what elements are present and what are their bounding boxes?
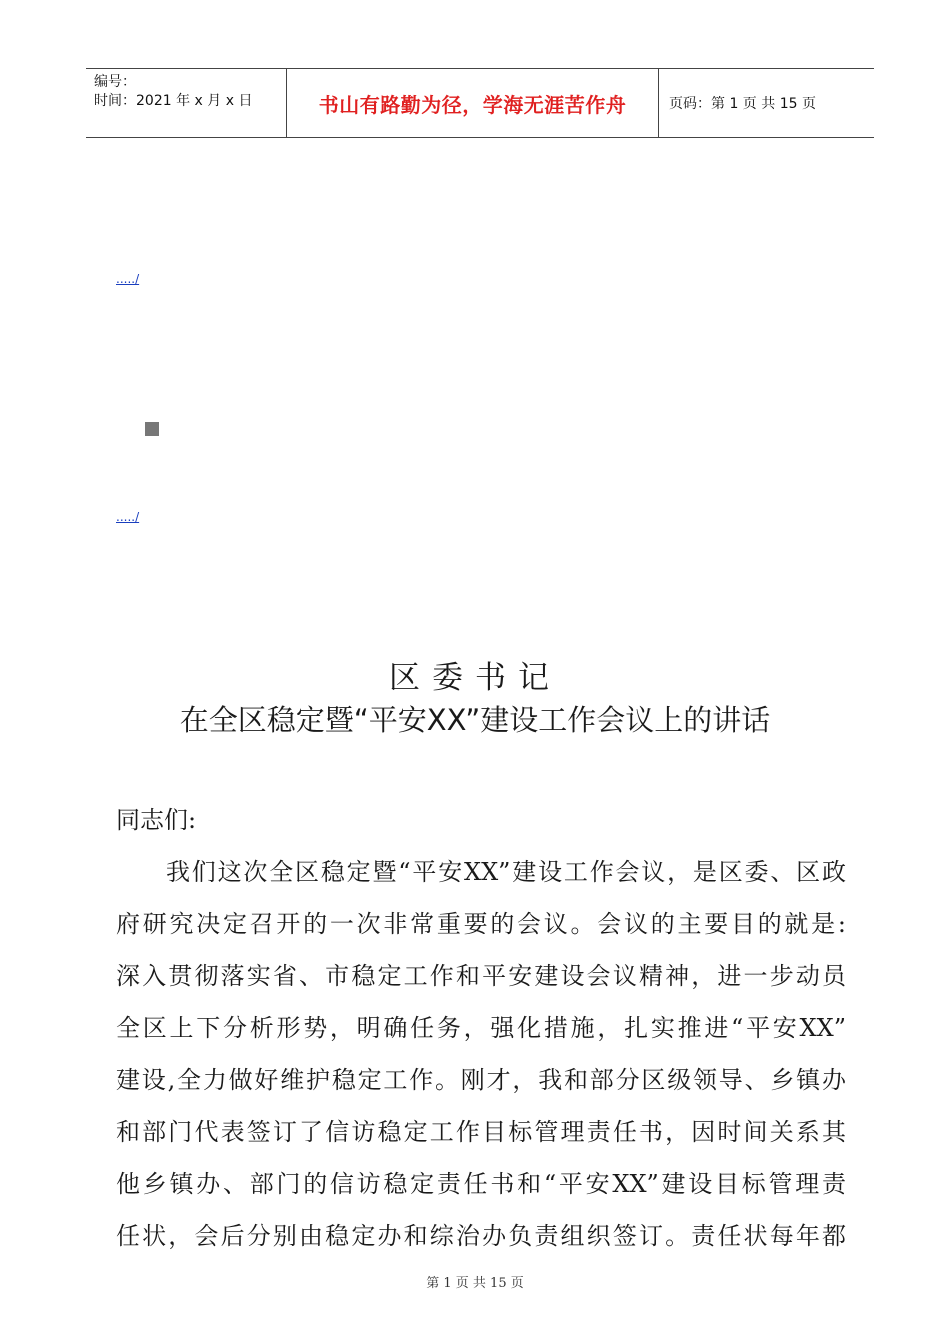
square-bullet-icon	[145, 422, 159, 436]
body-line: 府研究决定召开的一次非常重要的会议。会议的主要目的就是:	[116, 910, 846, 938]
speech-body	[116, 846, 846, 1262]
date-line: 时间：2021 年 x 月 x 日	[94, 93, 253, 109]
title-line-1: 区委书记	[389, 660, 561, 696]
page-footer: 第 1 页 共 15 页	[426, 1276, 524, 1291]
number-label: 编号：	[94, 74, 136, 90]
header-motto-cell	[286, 69, 659, 137]
page-header	[86, 68, 874, 138]
dots-link-second[interactable]: ...../	[116, 510, 140, 524]
page-info: 页码：第 1 页 共 15 页	[669, 96, 816, 112]
motto-text: 书山有路勤为径，学海无涯苦作舟	[318, 92, 627, 117]
header-meta	[86, 69, 286, 137]
body-line: 任状，会后分别由稳定办和综治办负责组织签订。责任状每年都	[116, 1222, 846, 1250]
body-line: 深入贯彻落实省、市稳定工作和平安建设会议精神，进一步动员	[116, 962, 846, 990]
body-line: 全区上下分析形势，明确任务，强化措施，扎实推进“平安XX”	[116, 1014, 846, 1042]
body-line: 我们这次全区稳定暨“平安XX”建设工作会议，是区委、区政	[166, 858, 846, 886]
title-line-2: 在全区稳定暨“平安XX”建设工作会议上的讲话	[179, 703, 771, 737]
dots-link-first[interactable]: ...../	[116, 272, 140, 286]
body-line: 建设,全力做好维护稳定工作。刚才，我和部分区级领导、乡镇办	[116, 1066, 846, 1094]
greeting: 同志们:	[116, 806, 197, 834]
body-line: 他乡镇办、部门的信访稳定责任书和“平安XX”建设目标管理责	[116, 1170, 846, 1198]
body-line: 和部门代表签订了信访稳定工作目标管理责任书，因时间关系其	[116, 1118, 846, 1146]
header-page-info-cell	[659, 69, 874, 137]
